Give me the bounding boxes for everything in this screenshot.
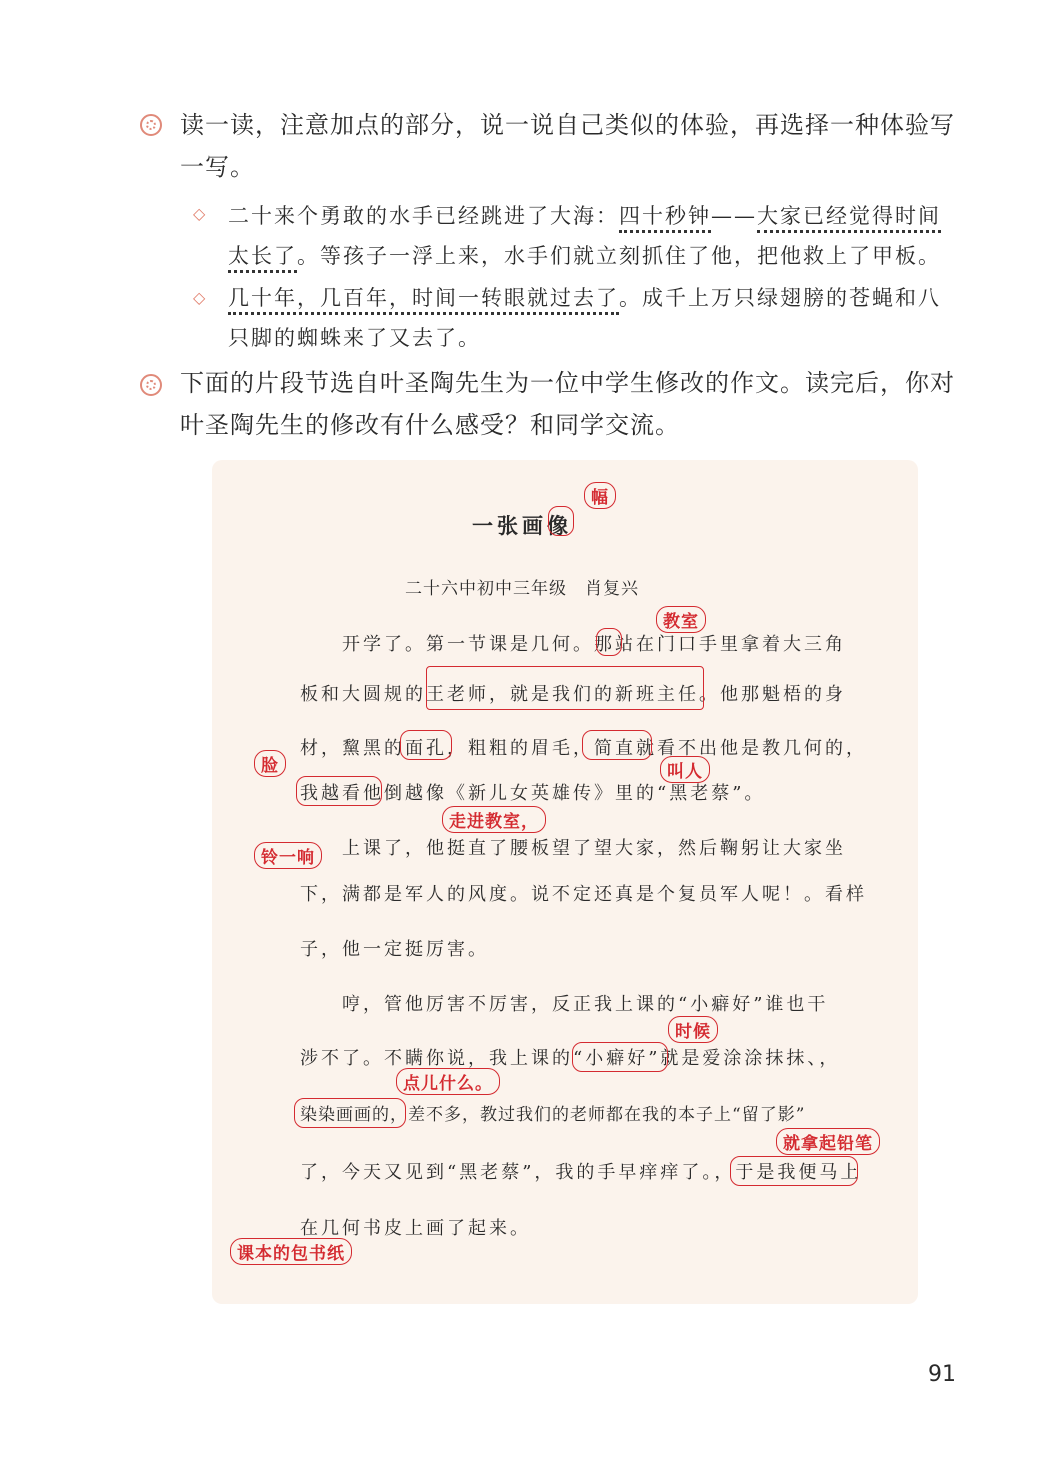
question-bullet-icon xyxy=(140,114,162,136)
correction-circle xyxy=(596,628,622,656)
question-1: 读一读，注意加点的部分，说一说自己类似的体验，再选择一种体验写一写。 xyxy=(180,111,955,181)
diamond-icon: ◇ xyxy=(193,288,206,307)
correction-circle xyxy=(730,1156,858,1186)
correction-label: 时候 xyxy=(668,1016,718,1043)
correction-label: 幅 xyxy=(584,482,616,509)
correction-label: 教室 xyxy=(656,606,706,633)
correction-label: 就拿起铅笔 xyxy=(776,1128,880,1155)
diamond-icon: ◇ xyxy=(193,204,206,223)
example-1: 二十来个勇敢的水手已经跳进了大海：四十秒钟——大家已经觉得时间太长了。等孩子一浮上来，水手们就立刻抓住了他，把他救上了甲板。 xyxy=(228,196,958,276)
essay-line: 涉不了。不瞒你说，我上课的“小癖好”就是爱涂涂抹抹、， xyxy=(300,1048,841,1069)
correction-circle xyxy=(294,1098,406,1128)
essay-line: 了，今天又见到“黑老蔡”，我的手早痒痒了。，于是我便马上 xyxy=(300,1162,862,1183)
correction-circle xyxy=(296,776,382,806)
page-number: 91 xyxy=(928,1362,956,1387)
essay-line: 材，黧黑的面孔，粗粗的眉毛，简直就看不出他是教几何的， xyxy=(300,738,867,759)
essay-line: 在几何书皮上画了起来。 xyxy=(300,1218,531,1239)
essay-line: 我越看他倒越像《新儿女英雄传》里的“黑老蔡”。 xyxy=(300,783,766,804)
correction-circle xyxy=(548,506,574,536)
essay-line: 下，满都是军人的风度。说不定还真是个复员军人呢！。看样 xyxy=(300,884,867,905)
correction-circle xyxy=(572,1042,668,1072)
essay-line: 上课了，他挺直了腰板望了望大家，然后鞠躬让大家坐 xyxy=(300,838,846,859)
correction-label: 课本的包书纸 xyxy=(230,1238,352,1265)
essay-title: 一张画像 xyxy=(472,514,572,538)
correction-label: 铃一响 xyxy=(254,842,322,869)
correction-label: 点儿什么。 xyxy=(396,1068,500,1095)
essay-line: 哼，管他厉害不厉害，反正我上课的“小癖好”谁也干 xyxy=(300,994,829,1015)
essay-line: 染染画画的，差不多，教过我们的老师都在我的本子上“留了影” xyxy=(300,1105,806,1125)
essay-line: 子，他一定挺厉害。 xyxy=(300,939,489,960)
correction-circle xyxy=(400,730,452,760)
example-2: 几十年，几百年，时间一转眼就过去了。成千上万只绿翅膀的苍蝇和八只脚的蜘蛛来了又去了。 xyxy=(228,286,941,350)
essay-author: 二十六中初中三年级 肖复兴 xyxy=(405,579,639,599)
correction-label: 走进教室， xyxy=(442,806,546,833)
correction-label: 叫人 xyxy=(660,756,710,783)
correction-label: 脸 xyxy=(254,750,286,777)
question-bullet-icon xyxy=(140,374,162,396)
essay-line: 板和大圆规的王老师，就是我们的新班主任。他那魁梧的身 xyxy=(300,684,846,705)
question-2: 下面的片段节选自叶圣陶先生为一位中学生修改的作文。读完后，你对叶圣陶先生的修改有什么感受？和同学交流。 xyxy=(180,369,955,439)
correction-box xyxy=(426,666,704,710)
essay-line: 开学了。第一节课是几何。那站在门口手里拿着大三角 xyxy=(300,634,846,655)
correction-circle xyxy=(582,730,652,760)
